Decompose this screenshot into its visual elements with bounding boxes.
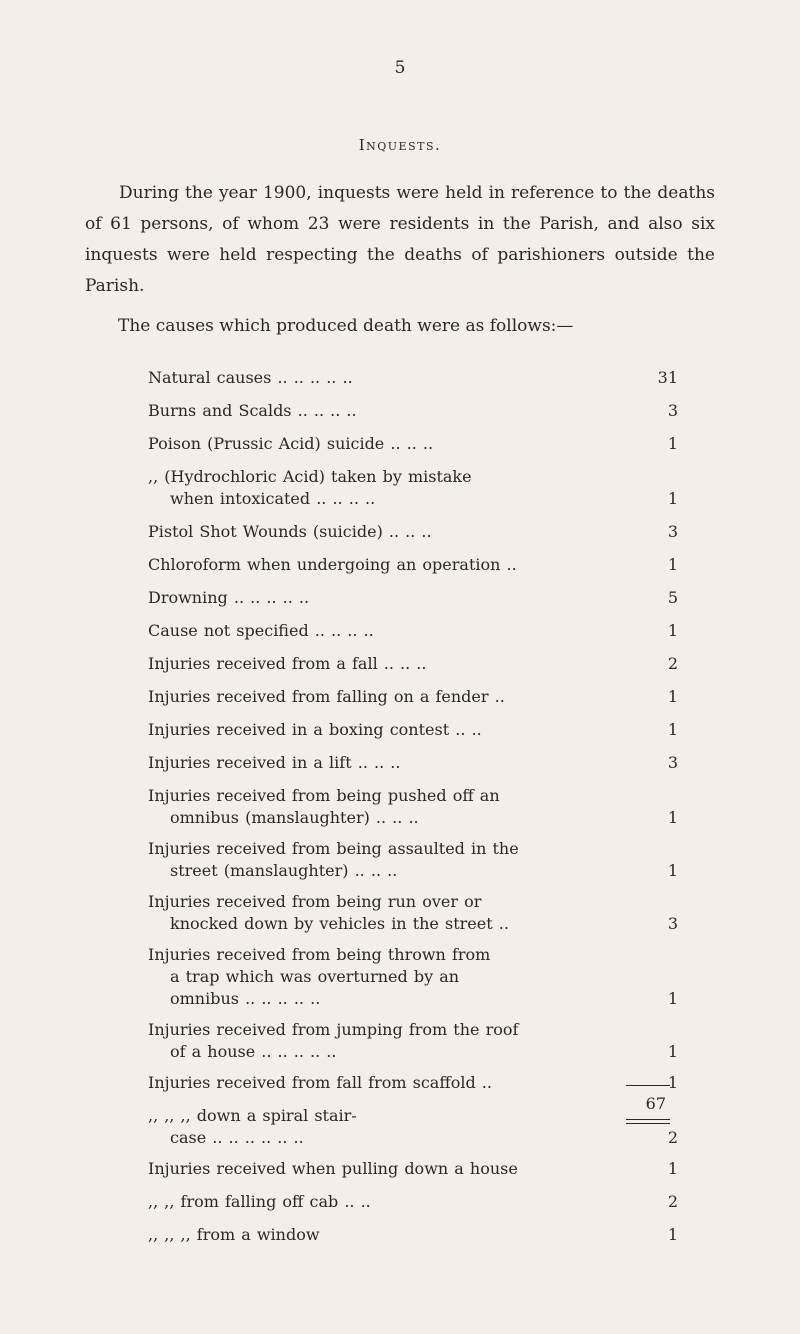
cause-label-line: Injuries received from being assaulted in the xyxy=(148,839,519,858)
cause-label xyxy=(148,719,618,741)
cause-row xyxy=(148,587,684,609)
section-heading: Inquests. xyxy=(358,136,442,154)
double-underline xyxy=(626,1119,670,1124)
causes-of-death-list xyxy=(148,367,684,1246)
cause-count: 3 xyxy=(667,914,678,933)
cause-label xyxy=(148,785,618,829)
cause-label xyxy=(148,752,618,774)
cause-label xyxy=(148,400,618,422)
cause-label xyxy=(148,1019,618,1063)
cause-row xyxy=(148,785,684,829)
cause-row xyxy=(148,752,684,774)
cause-label-continuation: when intoxicated .. .. .. .. xyxy=(170,489,376,508)
cause-count: 2 xyxy=(667,1192,678,1211)
cause-count: 31 xyxy=(657,368,678,387)
cause-label-line: Poison (Prussic Acid) suicide .. .. .. xyxy=(148,434,434,453)
cause-count: 2 xyxy=(667,1128,678,1147)
cause-count: 1 xyxy=(667,861,678,880)
cause-label-line: Injuries received from fall from scaffold .. xyxy=(148,1073,492,1092)
cause-count: 1 xyxy=(667,720,678,739)
cause-label-line: ,, ,, from falling off cab .. .. xyxy=(148,1192,371,1211)
sum-rule xyxy=(626,1085,670,1086)
cause-label xyxy=(148,653,618,675)
cause-count: 1 xyxy=(667,489,678,508)
cause-label xyxy=(148,1105,618,1149)
cause-count: 3 xyxy=(667,753,678,772)
cause-count: 2 xyxy=(667,654,678,673)
cause-count: 1 xyxy=(667,555,678,574)
cause-label xyxy=(148,1072,618,1094)
cause-row xyxy=(148,1105,684,1149)
cause-label xyxy=(148,1224,618,1246)
cause-row xyxy=(148,1191,684,1213)
cause-label xyxy=(148,944,618,1010)
intro-paragraph: During the year 1900, inquests were held in reference to the deaths of 61 persons, of whom 23 were residents in the Parish, and also six inquests were held respecting the deaths of parishioners outside the Parish. xyxy=(85,183,715,296)
cause-label-line: Injuries received in a boxing contest .. .. xyxy=(148,720,482,739)
cause-row xyxy=(148,686,684,708)
cause-row xyxy=(148,521,684,543)
cause-count: 3 xyxy=(667,401,678,420)
cause-label-line: Injuries received from a fall .. .. .. xyxy=(148,654,427,673)
cause-count: 1 xyxy=(667,1225,678,1244)
cause-row xyxy=(148,433,684,455)
cause-label xyxy=(148,587,618,609)
cause-count: 5 xyxy=(667,588,678,607)
cause-label-line: Injuries received when pulling down a house xyxy=(148,1159,518,1178)
cause-label-line: Injuries received from falling on a fender .. xyxy=(148,687,505,706)
cause-label-line: Natural causes .. .. .. .. .. xyxy=(148,368,353,387)
cause-label xyxy=(148,466,618,510)
cause-row xyxy=(148,891,684,935)
cause-label-line: Injuries received from being pushed off an xyxy=(148,786,500,805)
cause-row xyxy=(148,400,684,422)
cause-label xyxy=(148,686,618,708)
cause-count: 1 xyxy=(667,989,678,1008)
cause-row xyxy=(148,1224,684,1246)
cause-label xyxy=(148,1158,618,1180)
cause-label-line: Cause not specified .. .. .. .. xyxy=(148,621,374,640)
cause-label-continuation: street (manslaughter) .. .. .. xyxy=(170,861,398,880)
cause-label-line: ,, ,, ,, from a window xyxy=(148,1225,320,1244)
cause-label-line: Pistol Shot Wounds (suicide) .. .. .. xyxy=(148,522,432,541)
cause-count: 1 xyxy=(667,1042,678,1061)
cause-label xyxy=(148,554,618,576)
cause-row xyxy=(148,620,684,642)
cause-label-line: Injuries received from jumping from the roof xyxy=(148,1020,519,1039)
cause-label xyxy=(148,620,618,642)
cause-label-line: Injuries received from being thrown from xyxy=(148,945,491,964)
total-block xyxy=(622,1085,672,1124)
cause-label-line: ,, (Hydrochloric Acid) taken by mistake xyxy=(148,467,472,486)
cause-label-line: Burns and Scalds .. .. .. .. xyxy=(148,401,357,420)
cause-label-line: Injuries received from being run over or xyxy=(148,892,482,911)
cause-label-line: ,, ,, ,, down a spiral stair- xyxy=(148,1106,357,1125)
cause-row xyxy=(148,653,684,675)
cause-row xyxy=(148,1072,684,1094)
cause-count: 1 xyxy=(667,434,678,453)
cause-label-continuation: a trap which was overturned by an xyxy=(170,967,460,986)
cause-row xyxy=(148,838,684,882)
cause-label-line: Drowning .. .. .. .. .. xyxy=(148,588,310,607)
cause-row xyxy=(148,466,684,510)
cause-count: 3 xyxy=(667,522,678,541)
cause-label xyxy=(148,838,618,882)
cause-label-line: Injuries received in a lift .. .. .. xyxy=(148,753,401,772)
cause-count: 1 xyxy=(667,808,678,827)
total-count: 67 xyxy=(645,1094,666,1113)
cause-count: 1 xyxy=(667,1073,678,1092)
cause-label xyxy=(148,433,618,455)
cause-label-continuation: knocked down by vehicles in the street .. xyxy=(170,914,509,933)
cause-row xyxy=(148,944,684,1010)
cause-label xyxy=(148,521,618,543)
cause-row xyxy=(148,554,684,576)
cause-row xyxy=(148,367,684,389)
cause-label-continuation: omnibus .. .. .. .. .. xyxy=(170,989,321,1008)
cause-row xyxy=(148,1019,684,1063)
cause-label xyxy=(148,367,618,389)
causes-lead-sentence: The causes which produced death were as follows:— xyxy=(118,316,574,336)
cause-label-continuation: case .. .. .. .. .. .. xyxy=(170,1128,304,1147)
cause-count: 1 xyxy=(667,1159,678,1178)
cause-count: 1 xyxy=(667,621,678,640)
cause-row xyxy=(148,1158,684,1180)
cause-label-continuation: of a house .. .. .. .. .. xyxy=(170,1042,337,1061)
cause-label-continuation: omnibus (manslaughter) .. .. .. xyxy=(170,808,419,827)
cause-label-line: Chloroform when undergoing an operation .. xyxy=(148,555,517,574)
cause-row xyxy=(148,719,684,741)
cause-label xyxy=(148,891,618,935)
page-number: 5 xyxy=(394,58,406,78)
cause-label xyxy=(148,1191,618,1213)
cause-count: 1 xyxy=(667,687,678,706)
